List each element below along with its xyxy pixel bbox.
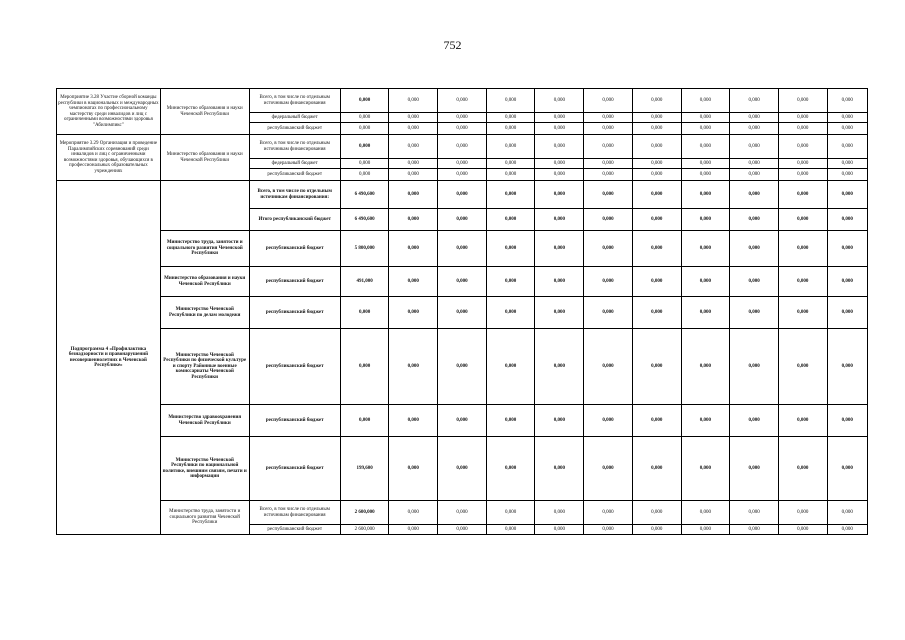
value-cell: 0,000 xyxy=(535,437,584,501)
value-cell: 0,000 xyxy=(827,181,867,209)
value-cell: 0,000 xyxy=(730,123,779,135)
value-cell: 0,000 xyxy=(827,329,867,405)
value-cell: 0,000 xyxy=(827,231,867,267)
value-cell: 0,000 xyxy=(778,501,827,525)
value-cell: 0,000 xyxy=(632,405,681,437)
funding-source-cell: Итого республиканский бюджет xyxy=(249,209,340,231)
value-cell: 0,000 xyxy=(730,181,779,209)
value-cell: 0,000 xyxy=(438,267,487,297)
table-row xyxy=(57,267,868,297)
value-cell: 0,000 xyxy=(827,113,867,123)
value-cell: 0,000 xyxy=(584,181,633,209)
value-cell: 0,000 xyxy=(438,135,487,159)
value-cell: 0,000 xyxy=(778,113,827,123)
value-cell: 0,000 xyxy=(535,267,584,297)
value-cell: 0,000 xyxy=(632,89,681,113)
value-cell: 0,000 xyxy=(827,501,867,525)
executor-cell xyxy=(160,181,249,231)
value-cell: 0,000 xyxy=(389,267,438,297)
value-cell: 0,000 xyxy=(389,113,438,123)
value-cell: 0,000 xyxy=(681,437,730,501)
value-cell: 0,000 xyxy=(438,181,487,209)
value-cell: 0,000 xyxy=(389,525,438,535)
value-cell: 0,000 xyxy=(486,267,535,297)
value-cell: 0,000 xyxy=(535,159,584,169)
value-cell: 0,000 xyxy=(584,525,633,535)
budget-table xyxy=(56,88,868,535)
value-cell: 0,000 xyxy=(730,113,779,123)
value-cell: 0,000 xyxy=(438,329,487,405)
funding-source-cell: Всего, в том числе по отдельным источникам финансирования xyxy=(249,89,340,113)
value-cell: 0,000 xyxy=(438,437,487,501)
funding-source-cell: республиканский бюджет xyxy=(249,437,340,501)
value-cell: 0,000 xyxy=(535,181,584,209)
value-cell: 0,000 xyxy=(535,209,584,231)
value-cell: 0,000 xyxy=(632,297,681,329)
value-cell: 0,000 xyxy=(389,123,438,135)
value-cell: 0,000 xyxy=(827,267,867,297)
value-cell: 0,000 xyxy=(681,89,730,113)
value-cell: 0,000 xyxy=(778,209,827,231)
value-cell: 0,000 xyxy=(632,123,681,135)
funding-source-cell: республиканский бюджет xyxy=(249,169,340,181)
value-cell: 0,000 xyxy=(632,113,681,123)
value-cell: 491,000 xyxy=(340,267,389,297)
value-cell: 0,000 xyxy=(584,501,633,525)
table-row xyxy=(57,181,868,209)
value-cell: 0,000 xyxy=(730,267,779,297)
value-cell: 0,000 xyxy=(778,437,827,501)
value-cell: 0,000 xyxy=(730,329,779,405)
value-cell: 0,000 xyxy=(778,231,827,267)
funding-source-cell: республиканский бюджет xyxy=(249,123,340,135)
value-cell: 0,000 xyxy=(778,329,827,405)
value-cell: 0,000 xyxy=(632,181,681,209)
value-cell: 0,000 xyxy=(681,297,730,329)
value-cell: 0,000 xyxy=(827,525,867,535)
value-cell: 0,000 xyxy=(486,209,535,231)
value-cell: 0,000 xyxy=(681,209,730,231)
value-cell: 0,000 xyxy=(632,501,681,525)
funding-source-cell: республиканский бюджет xyxy=(249,525,340,535)
value-cell: 0,000 xyxy=(681,501,730,525)
value-cell: 0,000 xyxy=(584,209,633,231)
value-cell: 0,000 xyxy=(730,209,779,231)
value-cell: 0,000 xyxy=(340,89,389,113)
value-cell: 0,000 xyxy=(584,169,633,181)
value-cell: 0,000 xyxy=(340,405,389,437)
value-cell: 0,000 xyxy=(681,135,730,159)
value-cell: 0,000 xyxy=(730,231,779,267)
value-cell: 0,000 xyxy=(730,135,779,159)
value-cell: 0,000 xyxy=(340,113,389,123)
value-cell: 0,000 xyxy=(535,169,584,181)
value-cell: 0,000 xyxy=(632,135,681,159)
value-cell: 0,000 xyxy=(389,169,438,181)
value-cell: 0,000 xyxy=(438,89,487,113)
value-cell: 0,000 xyxy=(681,169,730,181)
value-cell: 0,000 xyxy=(389,135,438,159)
value-cell: 0,000 xyxy=(486,113,535,123)
value-cell: 0,000 xyxy=(438,123,487,135)
table-row xyxy=(57,405,868,437)
funding-source-cell: республиканский бюджет xyxy=(249,267,340,297)
value-cell: 0,000 xyxy=(584,113,633,123)
value-cell: 0,000 xyxy=(389,437,438,501)
value-cell: 0,000 xyxy=(389,405,438,437)
value-cell: 0,000 xyxy=(438,501,487,525)
value-cell: 0,000 xyxy=(535,525,584,535)
value-cell: 2 600,000 xyxy=(340,501,389,525)
value-cell: 0,000 xyxy=(486,329,535,405)
table-row xyxy=(57,231,868,267)
value-cell: 0,000 xyxy=(486,169,535,181)
value-cell: 0,000 xyxy=(486,501,535,525)
value-cell: 0,000 xyxy=(389,329,438,405)
value-cell: 0,000 xyxy=(681,405,730,437)
value-cell: 0,000 xyxy=(632,159,681,169)
value-cell: 0,000 xyxy=(681,159,730,169)
table-row xyxy=(57,297,868,329)
value-cell: 0,000 xyxy=(778,297,827,329)
value-cell: 0,000 xyxy=(778,181,827,209)
value-cell: 0,000 xyxy=(486,525,535,535)
program-name-cell: Мероприятие 3.29 Организация и проведение Паралимпийских соревнований среди инвалидов и лиц с ограниченными возможностями здоровья, обучающихся в профессиональных образовательных учреждениях xyxy=(57,135,161,181)
value-cell: 0,000 xyxy=(730,169,779,181)
value-cell: 0,000 xyxy=(486,89,535,113)
value-cell: 0,000 xyxy=(778,159,827,169)
value-cell: 0,000 xyxy=(486,405,535,437)
value-cell: 0,000 xyxy=(827,437,867,501)
value-cell: 0,000 xyxy=(438,159,487,169)
value-cell: 0,000 xyxy=(632,267,681,297)
value-cell: 6 490,600 xyxy=(340,181,389,209)
value-cell: 0,000 xyxy=(584,437,633,501)
value-cell: 0,000 xyxy=(535,123,584,135)
value-cell: 0,000 xyxy=(486,181,535,209)
value-cell: 0,000 xyxy=(584,123,633,135)
value-cell: 0,000 xyxy=(438,231,487,267)
value-cell: 0,000 xyxy=(438,525,487,535)
funding-source-cell: федеральный бюджет xyxy=(249,113,340,123)
value-cell: 6 490,600 xyxy=(340,209,389,231)
value-cell: 0,000 xyxy=(535,405,584,437)
value-cell: 0,000 xyxy=(778,169,827,181)
value-cell: 0,000 xyxy=(778,123,827,135)
value-cell: 0,000 xyxy=(486,231,535,267)
value-cell: 0,000 xyxy=(584,231,633,267)
value-cell: 0,000 xyxy=(681,329,730,405)
value-cell: 2 600,000 xyxy=(340,525,389,535)
funding-source-cell: федеральный бюджет xyxy=(249,159,340,169)
value-cell: 0,000 xyxy=(389,297,438,329)
funding-source-cell: Всего, в том числе по отдельным источникам финансирования xyxy=(249,135,340,159)
value-cell: 0,000 xyxy=(438,169,487,181)
funding-source-cell: республиканский бюджет xyxy=(249,405,340,437)
table-row xyxy=(57,437,868,501)
value-cell: 0,000 xyxy=(535,113,584,123)
executor-cell: Министерство труда, занятости и социального развития Чеченской Республики xyxy=(160,501,249,535)
funding-source-cell: республиканский бюджет xyxy=(249,297,340,329)
value-cell: 0,000 xyxy=(778,89,827,113)
value-cell: 199,600 xyxy=(340,437,389,501)
value-cell: 0,000 xyxy=(584,135,633,159)
value-cell: 0,000 xyxy=(730,89,779,113)
value-cell: 0,000 xyxy=(632,525,681,535)
value-cell: 0,000 xyxy=(389,89,438,113)
funding-source-cell: Всего, в том числе по отдельным источникам финансирования: xyxy=(249,181,340,209)
program-name-cell: Мероприятие 3.28 Участие сборной команды республики в национальных и международных чемпионатах по профессиональному мастерству среди инвалидов и лиц с ограниченными возможностями здоровья "Абилимпикс" xyxy=(57,89,161,135)
value-cell: 0,000 xyxy=(389,159,438,169)
value-cell: 0,000 xyxy=(535,231,584,267)
value-cell: 0,000 xyxy=(486,123,535,135)
value-cell: 0,000 xyxy=(827,159,867,169)
value-cell: 0,000 xyxy=(389,231,438,267)
table-row xyxy=(57,501,868,525)
value-cell: 0,000 xyxy=(486,437,535,501)
executor-cell: Министерство образования и науки Чеченской Республики xyxy=(160,89,249,135)
value-cell: 0,000 xyxy=(632,329,681,405)
value-cell: 0,000 xyxy=(778,405,827,437)
value-cell: 0,000 xyxy=(535,329,584,405)
value-cell: 0,000 xyxy=(486,135,535,159)
value-cell: 0,000 xyxy=(681,123,730,135)
executor-cell: Министерство здравоохранения Чеченской Республики xyxy=(160,405,249,437)
value-cell: 0,000 xyxy=(340,159,389,169)
value-cell: 0,000 xyxy=(730,501,779,525)
value-cell: 0,000 xyxy=(535,135,584,159)
value-cell: 0,000 xyxy=(389,501,438,525)
executor-cell: Министерство Чеченской Республики по физической культуре и спорту Районные военные комиссариаты Чеченской Республики xyxy=(160,329,249,405)
value-cell: 0,000 xyxy=(486,159,535,169)
value-cell: 0,000 xyxy=(827,209,867,231)
value-cell: 0,000 xyxy=(778,267,827,297)
value-cell: 0,000 xyxy=(632,437,681,501)
value-cell: 0,000 xyxy=(827,405,867,437)
executor-cell: Министерство Чеченской Республики по делам молодежи xyxy=(160,297,249,329)
value-cell: 0,000 xyxy=(340,123,389,135)
value-cell: 0,000 xyxy=(584,297,633,329)
value-cell: 0,000 xyxy=(632,169,681,181)
value-cell: 0,000 xyxy=(584,89,633,113)
value-cell: 0,000 xyxy=(584,405,633,437)
executor-cell: Министерство образования и науки Чеченской Республики xyxy=(160,267,249,297)
value-cell: 0,000 xyxy=(778,135,827,159)
value-cell: 0,000 xyxy=(827,135,867,159)
executor-cell: Министерство образования и науки Чеченской Республики xyxy=(160,135,249,181)
page-number: 752 xyxy=(443,38,462,52)
value-cell: 0,000 xyxy=(730,525,779,535)
value-cell: 0,000 xyxy=(340,329,389,405)
value-cell: 0,000 xyxy=(681,181,730,209)
value-cell: 0,000 xyxy=(681,267,730,297)
value-cell: 0,000 xyxy=(535,89,584,113)
executor-cell: Министерство Чеченской Республики по национальной политике, внешним связям, печати и информации xyxy=(160,437,249,501)
value-cell: 0,000 xyxy=(486,297,535,329)
value-cell: 0,000 xyxy=(389,209,438,231)
value-cell: 0,000 xyxy=(535,501,584,525)
table-row xyxy=(57,89,868,113)
value-cell: 0,000 xyxy=(438,209,487,231)
program-name-cell: Подпрограмма 4 «Профилактика безнадзорности и правонарушений несовершеннолетних в Чеченской Республике» xyxy=(57,181,161,535)
value-cell: 5 800,000 xyxy=(340,231,389,267)
value-cell: 0,000 xyxy=(340,135,389,159)
table-row xyxy=(57,329,868,405)
funding-source-cell: республиканский бюджет xyxy=(249,329,340,405)
value-cell: 0,000 xyxy=(778,525,827,535)
table-row xyxy=(57,135,868,159)
value-cell: 0,000 xyxy=(632,209,681,231)
value-cell: 0,000 xyxy=(827,123,867,135)
value-cell: 0,000 xyxy=(681,113,730,123)
value-cell: 0,000 xyxy=(584,267,633,297)
value-cell: 0,000 xyxy=(730,437,779,501)
value-cell: 0,000 xyxy=(730,159,779,169)
value-cell: 0,000 xyxy=(438,297,487,329)
value-cell: 0,000 xyxy=(827,297,867,329)
value-cell: 0,000 xyxy=(584,329,633,405)
value-cell: 0,000 xyxy=(584,159,633,169)
value-cell: 0,000 xyxy=(730,297,779,329)
value-cell: 0,000 xyxy=(340,169,389,181)
executor-cell: Министерство труда, занятости и социального развития Чеченской Республики xyxy=(160,231,249,267)
value-cell: 0,000 xyxy=(438,405,487,437)
value-cell: 0,000 xyxy=(340,297,389,329)
value-cell: 0,000 xyxy=(730,405,779,437)
value-cell: 0,000 xyxy=(632,231,681,267)
value-cell: 0,000 xyxy=(827,169,867,181)
value-cell: 0,000 xyxy=(681,525,730,535)
value-cell: 0,000 xyxy=(535,297,584,329)
value-cell: 0,000 xyxy=(681,231,730,267)
value-cell: 0,000 xyxy=(827,89,867,113)
value-cell: 0,000 xyxy=(389,181,438,209)
value-cell: 0,000 xyxy=(438,113,487,123)
funding-source-cell: Всего, в том числе по отдельным источникам финансирования xyxy=(249,501,340,525)
funding-source-cell: республиканский бюджет xyxy=(249,231,340,267)
